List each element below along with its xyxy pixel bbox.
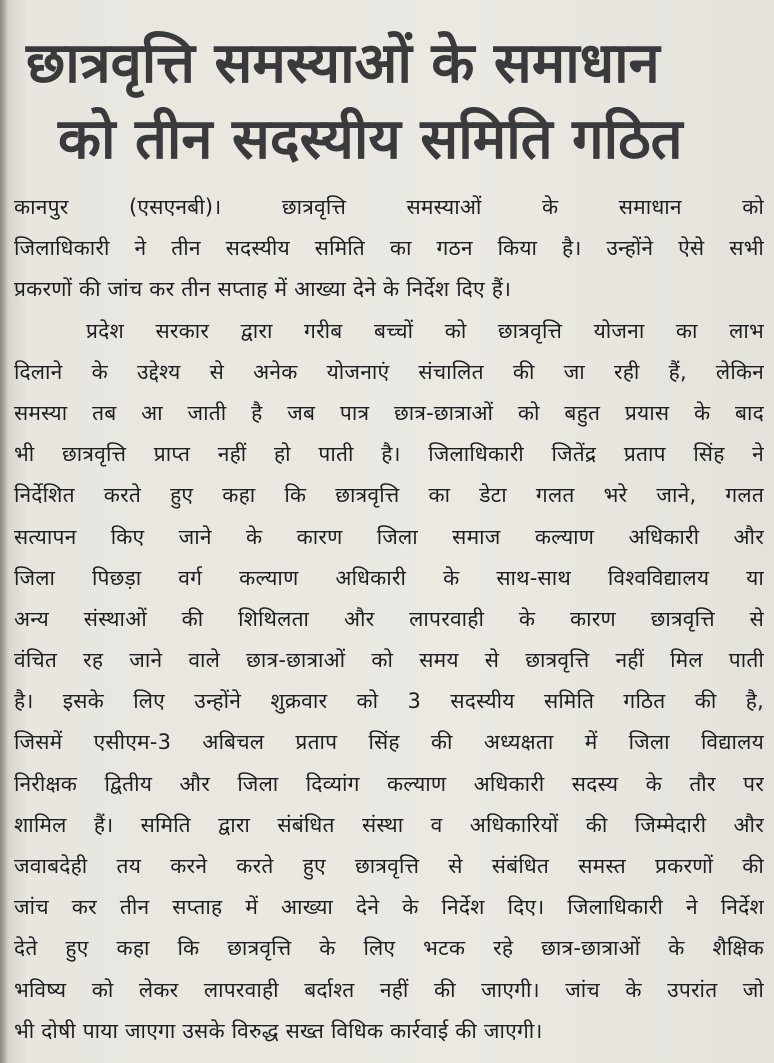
body-line-21: भी दोषी पाया जाएगा उसके विरुद्ध सख्त विधिक कार्रवाई की जाएगी।	[14, 1018, 543, 1043]
body-line-4: प्रदेश सरकार द्वारा गरीब बच्चों को छात्रवृत्ति योजना का लाभ	[86, 318, 764, 343]
body-line-20: भविष्य को लेकर लापरवाही बर्दाश्त नहीं की जाएगी। जांच के उपरांत जो	[14, 977, 764, 1002]
body-line-14: जिसमें एसीएम-3 अबिचल प्रताप सिंह की अध्यक्षता में जिला विद्यालय	[14, 730, 764, 755]
body-line-3: प्रकरणों की जांच कर तीन सप्ताह में आख्या देने के निर्देश दिए हैं।	[14, 277, 512, 302]
body-line-13: है। इसके लिए उन्होंने शुक्रवार को 3 सदस्यीय समिति गठित की है,	[14, 689, 764, 714]
headline-line-2: को तीन सदस्यीय समिति गठित	[58, 107, 683, 172]
body-line-11: अन्य संस्थाओं की शिथिलता और लापरवाही के कारण छात्रवृत्ति से	[14, 606, 764, 631]
body-line-19: देते हुए कहा कि छात्रवृत्ति के लिए भटक रहे छात्र-छात्राओं के शैक्षिक	[14, 936, 764, 961]
body-line-18: जांच कर तीन सप्ताह में आख्या देने के निर्देश दिए। जिलाधिकारी ने निर्देश	[14, 895, 764, 920]
article-body	[14, 187, 764, 1052]
body-line-7: भी छात्रवृत्ति प्राप्त नहीं हो पाती है। जिलाधिकारी जितेंद्र प्रताप सिंह ने	[14, 442, 764, 467]
body-line-12: वंचित रह जाने वाले छात्र-छात्राओं को समय से छात्रवृत्ति नहीं मिल पाती	[14, 648, 764, 673]
body-line-5: दिलाने के उद्देश्य से अनेक योजनाएं संचालित की जा रही हैं, लेकिन	[14, 359, 764, 384]
body-line-17: जवाबदेही तय करने करते हुए छात्रवृत्ति से संबंधित समस्त प्रकरणों की	[14, 854, 764, 878]
body-line-15: निरीक्षक द्वितीय और जिला दिव्यांग कल्याण अधिकारी सदस्य के तौर पर	[14, 771, 764, 796]
body-line-10: जिला पिछड़ा वर्ग कल्याण अधिकारी के साथ-साथ विश्वविद्यालय या	[14, 565, 764, 590]
headline-line-1: छात्रवृत्ति समस्याओं के समाधान	[26, 31, 660, 96]
body-line-1: कानपुर (एसएनबी)। छात्रवृत्ति समस्याओं के समाधान को	[14, 195, 764, 219]
body-line-6: समस्या तब आ जाती है जब पात्र छात्र-छात्राओं को बहुत प्रयास के बाद	[14, 400, 764, 425]
body-line-9: सत्यापन किए जाने के कारण जिला समाज कल्याण अधिकारी और	[14, 524, 764, 549]
body-line-2: जिलाधिकारी ने तीन सदस्यीय समिति का गठन किया है। उन्होंने ऐसे सभी	[14, 236, 764, 261]
body-line-8: निर्देशित करते हुए कहा कि छात्रवृत्ति का डेटा गलत भरे जाने, गलत	[14, 483, 764, 508]
page-fold-shadow	[0, 0, 8, 1063]
body-line-16: शामिल हैं। समिति द्वारा संबंधित संस्था व अधिकारियों की जिम्मेदारी और	[14, 812, 764, 837]
